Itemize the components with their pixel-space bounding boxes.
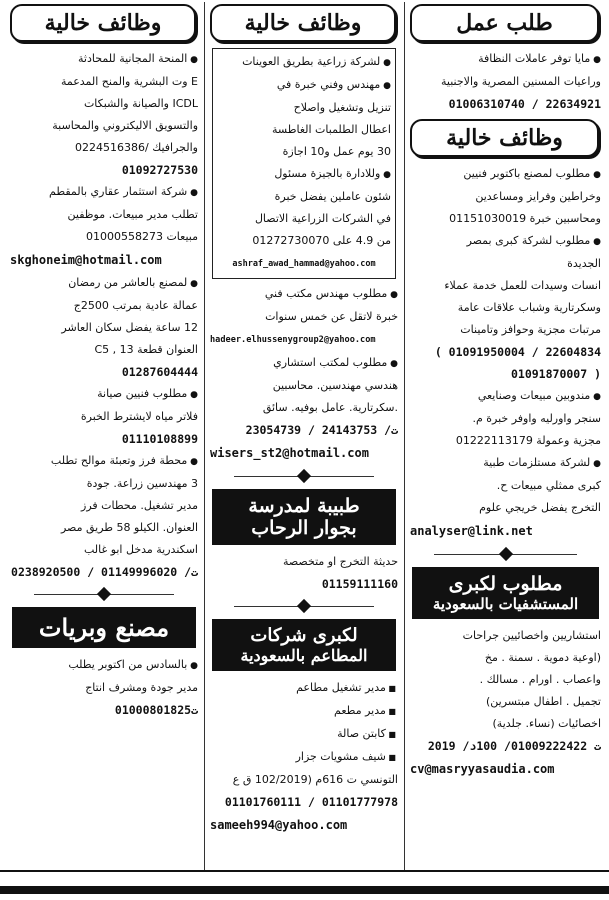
- ad-text: ICDL والصيانة والشبكات: [83, 97, 198, 110]
- ad-text: ● محطة فرز وتعبئة موالح تطلب: [10, 450, 198, 473]
- ad-text: ● وللادارة بالجيزة مسئول: [217, 163, 391, 186]
- email-address[interactable]: sameeh994@yahoo.com: [210, 818, 348, 832]
- ad-text: مدير تشغيل. محطات فرز: [81, 499, 198, 512]
- email-address[interactable]: hadeer.elhussenygroup2@yahoo.com: [210, 335, 376, 345]
- ad-text: التونسي ت 616م (102/2019 ق ع: [232, 773, 398, 786]
- column-divider: [204, 2, 205, 870]
- banner-line: لكبرى شركات: [250, 625, 358, 646]
- ad-text: ● مطلوب لمكتب استشاري: [210, 352, 398, 375]
- ad-text: مدير جودة ومشرف انتاج: [85, 681, 198, 694]
- list-item: ■ شيف مشويات جزار: [212, 746, 396, 769]
- ad-text: من 4.9 على 01272730070: [252, 234, 391, 247]
- list-item: ■ كابتن صالة: [212, 723, 396, 746]
- ad-text: وسكرتارية وشباب علاقات عامة: [457, 301, 601, 314]
- separator: [406, 547, 605, 561]
- phone-number: 0238920500 / 01149996020 /ت: [11, 565, 198, 579]
- ad-text: 3 مهندسين زراعة. جودة: [86, 477, 198, 490]
- page-footer-rule: [0, 870, 609, 900]
- ad-text: مرتبات مجزية وحوافز وتامينات: [460, 323, 601, 336]
- phone-number: ( 01091950004 / 22604834: [434, 345, 601, 359]
- ad-text: ● لشركة مستلزمات طبية: [410, 452, 601, 475]
- ad-text: التخرج يفضل خريجي علوم: [479, 501, 601, 514]
- section-header: وظائف خالية: [210, 4, 396, 42]
- ad-text: ● المنحة المجانية للمحادثة: [10, 48, 198, 71]
- ad-text: ● مهندس وفني خبرة في: [217, 74, 391, 97]
- ad-text: اخصائيات (نساء. جلدية): [492, 717, 601, 730]
- phone-number: 01091870007 ): [510, 367, 601, 381]
- boxed-ad: [212, 48, 396, 279]
- ad-text: ● مطلوب لشركة كبرى بمصر: [410, 230, 601, 253]
- ad-text: خبرة لاتقل عن خمس سنوات: [265, 310, 398, 323]
- ad-text: مبيعات 01000558273: [85, 230, 198, 243]
- ad-text: ● لمصنع بالعاشر من رمضان: [10, 272, 198, 295]
- ad-text: (اوعية دموية . سمنة . مخ: [484, 651, 601, 664]
- ad-text: تنزيل وتشغيل واصلاح: [293, 101, 391, 114]
- email-address[interactable]: wisers_st2@hotmail.com: [210, 446, 369, 460]
- ad-text: فلاتر مياه لايشترط الخبرة: [80, 410, 198, 423]
- phone-number: 01110108899: [121, 432, 198, 446]
- phone-number: ت 01009222422/ 100د/ 2019: [427, 739, 601, 753]
- ad-text: استشاريين واخصائيين جراحات: [462, 629, 601, 642]
- section-header: وظائف خالية: [10, 4, 196, 42]
- banner-line: بجوار الرحاب: [251, 517, 357, 539]
- ad-text: وراعيات المسنين المصرية والاجنبية: [441, 75, 601, 88]
- ad-text: ● مطلوب فنيين صيانة: [10, 383, 198, 406]
- ad-text: والتسويق الاليكتروني والمحاسبة: [52, 119, 198, 132]
- ad-text: 30 يوم عمل و10 اجازة: [282, 145, 391, 158]
- column-right: [406, 0, 605, 872]
- ad-text: مجزية وعمولة 01222113179: [455, 434, 601, 447]
- ad-text: سنجر واورليه واوفر خبرة م.: [472, 412, 601, 425]
- ad-text: العنوان. الكيلو 58 طريق مصر: [60, 521, 198, 534]
- job-list: [212, 677, 396, 769]
- ad-banner: [212, 619, 396, 671]
- ad-text: ● مايا توفر عاملات النظافة: [410, 48, 601, 71]
- separator: [206, 599, 402, 613]
- section-header: وظائف خالية: [410, 119, 599, 157]
- separator: [6, 587, 202, 601]
- section-header: طلب عمل: [410, 4, 599, 42]
- ad-text: في الشركات الزراعية الاتصال: [254, 212, 391, 225]
- ad-text: وخراطين وفرايز ومساعدين: [475, 190, 601, 203]
- ad-text: تطلب مدير مبيعات. موظفين: [67, 208, 198, 221]
- ad-text: 12 ساعة يفضل سكان العاشر: [61, 321, 198, 334]
- ad-text: E وت البشرية والمنح المدعمة: [60, 75, 198, 88]
- banner-line: طبيبة لمدرسة: [248, 495, 360, 517]
- banner-line: مصنع وبريات: [38, 613, 170, 642]
- email-address[interactable]: ashraf_awad_hammad@yahoo.com: [232, 259, 376, 269]
- ad-text: اسكندرية مدخل ابو غالب: [83, 543, 198, 556]
- phone-number: ت/ 24143753 / 23054739: [245, 423, 398, 437]
- phone-number: 01287604444: [121, 365, 198, 379]
- banner-line: المستشفيات بالسعودية: [432, 595, 579, 613]
- phone-number: 01101760111 / 01101777978: [224, 795, 398, 809]
- email-address[interactable]: analyser@link.net: [410, 524, 533, 538]
- ad-text: هندسي مهندسين. محاسبين: [272, 379, 398, 392]
- list-item: ■ مدير مطعم: [212, 700, 396, 723]
- ad-text: كبرى ممثلي مبيعات ح.: [496, 479, 601, 492]
- ad-text: انسات وسيدات للعمل خدمة عملاء: [444, 279, 601, 292]
- ad-text: ● مطلوب لمصنع باكتوبر فنيين: [410, 163, 601, 186]
- ad-text: ● بالسادس من اكتوبر يطلب: [10, 654, 198, 677]
- ad-text: واعصاب . اورام . مسالك .: [479, 673, 601, 686]
- phone-number: 01092727530: [121, 163, 198, 177]
- ad-banner: [212, 489, 396, 545]
- column-middle: [206, 0, 402, 872]
- email-address[interactable]: cv@masryyasaudia.com: [410, 762, 555, 776]
- phone-number: 01006310740 / 22634921: [448, 97, 601, 111]
- phone-number: ت01000801825: [114, 703, 198, 717]
- ad-text: الجديدة: [567, 257, 601, 270]
- ad-text: تجميل . اطفال مبتسرين): [485, 695, 601, 708]
- ad-text: ● شركة استثمار عقاري بالمقطم: [10, 181, 198, 204]
- ad-text: والجرافيك /0224516386: [75, 141, 198, 154]
- column-divider: [404, 2, 405, 870]
- phone-number: 01159111160: [321, 577, 398, 591]
- ad-banner: [12, 607, 196, 648]
- ad-banner: [412, 567, 599, 619]
- ad-text: .سكرتارية. عامل بوفيه. سائق: [262, 401, 398, 414]
- ad-text: شئون عاملين يفضل خبرة: [274, 190, 391, 203]
- ad-text: ● لشركة زراعية بطريق العوينات: [217, 51, 391, 74]
- column-left: [6, 0, 202, 872]
- ad-text: اعطال الطلمبات الغاطسة: [272, 123, 391, 136]
- banner-line: المطاعم بالسعودية: [240, 646, 368, 665]
- ad-text: حديثة التخرج او متخصصة: [283, 555, 398, 568]
- banner-line: مطلوب لكبرى: [448, 573, 563, 595]
- ad-text: ومحاسبين خبرة 01151030019: [449, 212, 601, 225]
- ad-text: عمالة عادية بمرتب 2500ج: [73, 299, 198, 312]
- list-item: ■ مدير تشغيل مطاعم: [212, 677, 396, 700]
- ad-text: ● مندوبين مبيعات وصنايعي: [410, 385, 601, 408]
- email-address[interactable]: skghoneim@hotmail.com: [10, 253, 162, 267]
- separator: [206, 469, 402, 483]
- ad-text: ● مطلوب مهندس مكتب فني: [210, 283, 398, 306]
- ad-text: العنوان قطعة 13 , C5: [94, 343, 198, 356]
